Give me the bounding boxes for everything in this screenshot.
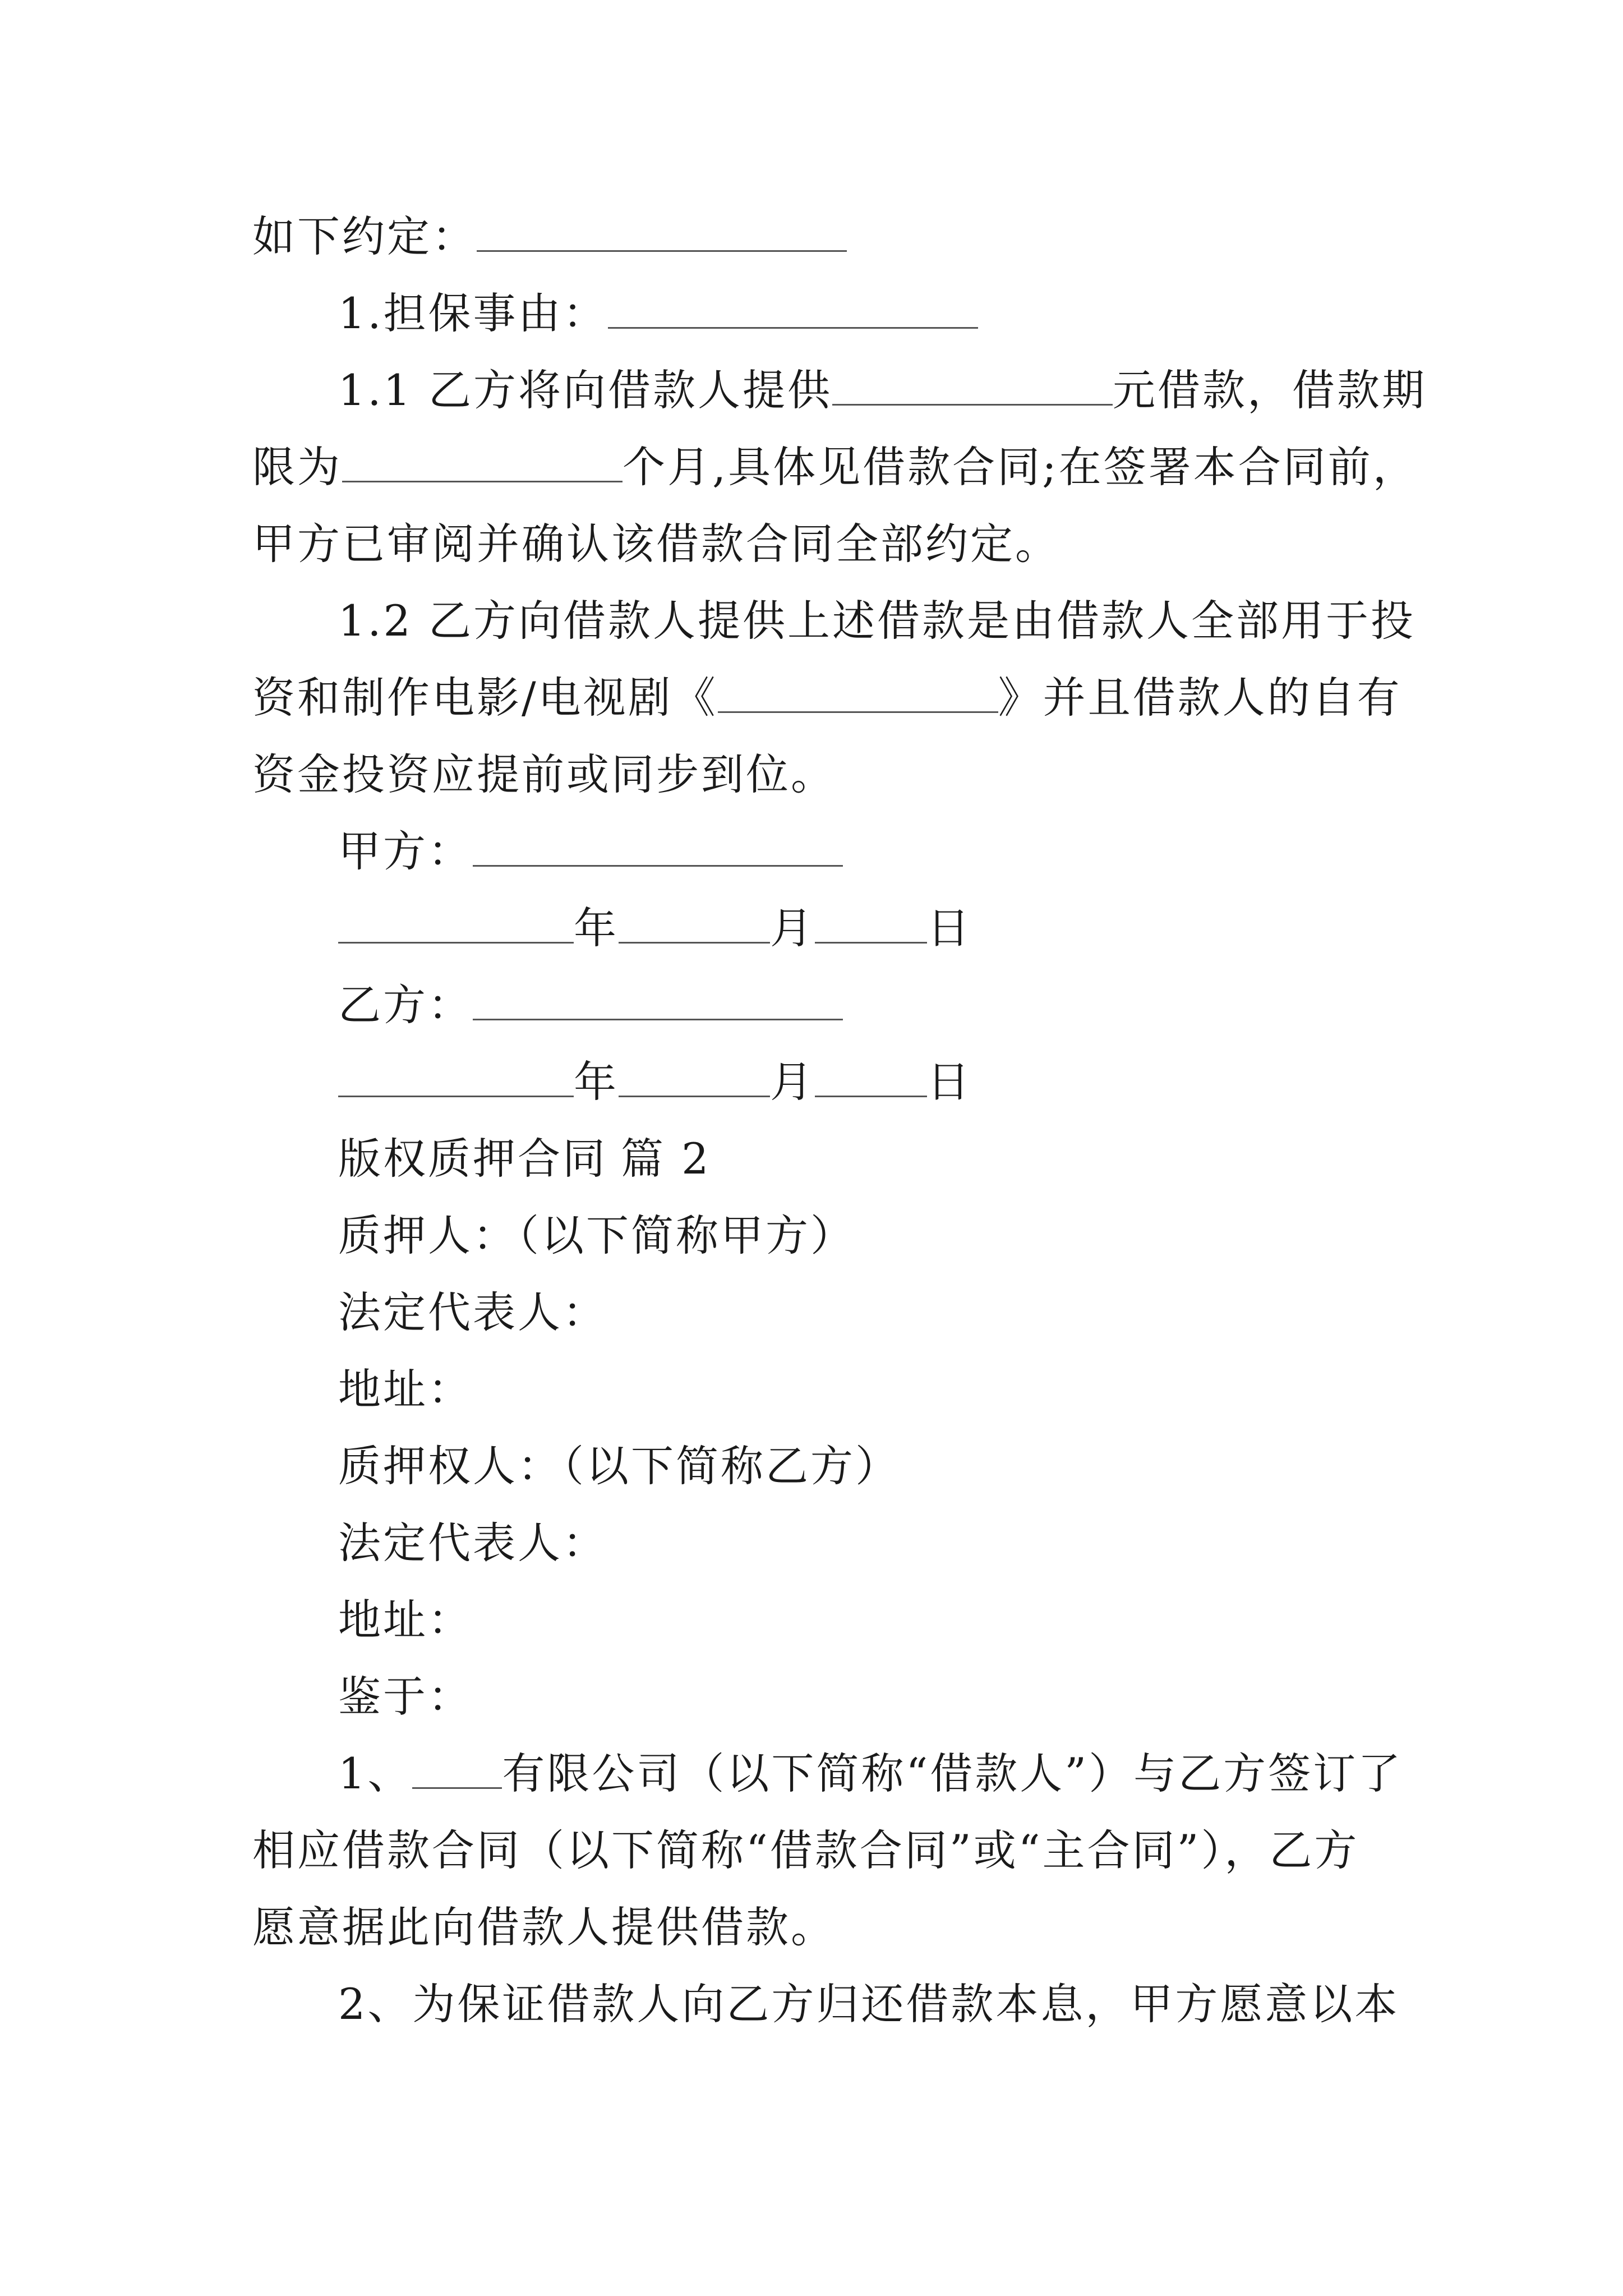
blank-underline [619,1060,770,1097]
blank-underline [477,214,847,252]
line-clause-1-1 [338,356,1427,417]
text: 日 [927,1056,972,1107]
line-whereas-1-cont [252,1816,1359,1878]
text: 元借款，借款期 [1113,365,1427,415]
line-party-b-sign [338,970,843,1032]
text: 月 [770,903,815,953]
section-heading [338,1124,711,1186]
line-whereas-2 [338,1970,1399,2031]
line-whereas-1 [338,1739,1403,1801]
text: 愿意据此向借款人提供借款。 [252,1902,836,1952]
line-clause-1-2-cont [252,663,1402,725]
line-party-a-sign [338,817,843,878]
text: 甲方： [338,826,473,876]
text: 》并且借款人的自有 [998,672,1402,723]
heading-title: 版权质押合同 [338,1133,607,1184]
line-guarantee-matter [338,279,978,341]
text: 资金投资应提前或同步到位。 [252,749,836,799]
line-pledgor-rep [338,1278,607,1340]
line-pledgee-rep [338,1508,607,1570]
blank-underline [473,983,843,1020]
text: 相应借款合同（以下简称“借款合同”或“主合同”），乙方 [252,1825,1359,1875]
blank-underline [832,368,1113,406]
text: 1.2 乙方向借款人提供上述借款是由借款人全部用于投 [338,595,1416,646]
text: 地址： [338,1594,473,1645]
line-pledgee [338,1432,900,1493]
line-party-b-date [338,1047,972,1109]
text: 有限公司（以下简称“借款人”）与乙方签订了 [502,1748,1403,1798]
text: 鉴于： [338,1671,473,1722]
blank-underline [608,291,978,329]
line-pledgor-address [338,1355,473,1416]
text: 年 [574,1056,619,1107]
line-pledgee-address [338,1585,473,1647]
blank-underline [412,1751,502,1789]
heading-number: 篇 2 [621,1133,711,1184]
line-whereas-1-end [252,1893,836,1954]
text: 甲方已审阅并确认该借款合同全部约定。 [252,518,1060,569]
text: 资和制作电影/电视剧《 [252,672,718,723]
text: 地址： [338,1364,473,1414]
line-agreement-intro [252,202,847,264]
line-clause-1-1-cont [252,432,1418,494]
text: 日 [927,903,972,953]
line-pledgor [338,1201,855,1263]
line-party-a-date [338,894,972,955]
text: 如下约定： [252,211,477,261]
text: 1.1 乙方将向借款人提供 [338,365,833,415]
line-clause-1-2-end [252,740,836,802]
text: 限为 [252,441,342,492]
blank-underline [342,445,623,482]
blank-underline [815,1060,927,1097]
text: 1.担保事由： [338,288,608,338]
text: 个月,具体见借款合同;在签署本合同前， [623,441,1418,492]
text: 法定代表人： [338,1517,607,1568]
blank-underline [338,906,574,944]
text: 质押权人：（以下简称乙方） [338,1441,900,1491]
text: 质押人：（以下简称甲方） [338,1210,855,1260]
line-clause-1-2 [338,586,1415,648]
text: 乙方： [338,979,473,1030]
text: 法定代表人： [338,1287,607,1337]
text: 2、为保证借款人向乙方归还借款本息，甲方愿意以本 [338,1978,1400,2029]
line-clause-1-1-end [252,509,1060,571]
blank-underline [619,906,770,944]
blank-underline [473,829,843,867]
blank-underline [718,675,998,713]
text: 年 [574,903,619,953]
text: 1、 [338,1748,413,1798]
blank-underline [338,1060,574,1097]
line-whereas [338,1662,473,1724]
blank-underline [815,906,927,944]
text: 月 [770,1056,815,1107]
